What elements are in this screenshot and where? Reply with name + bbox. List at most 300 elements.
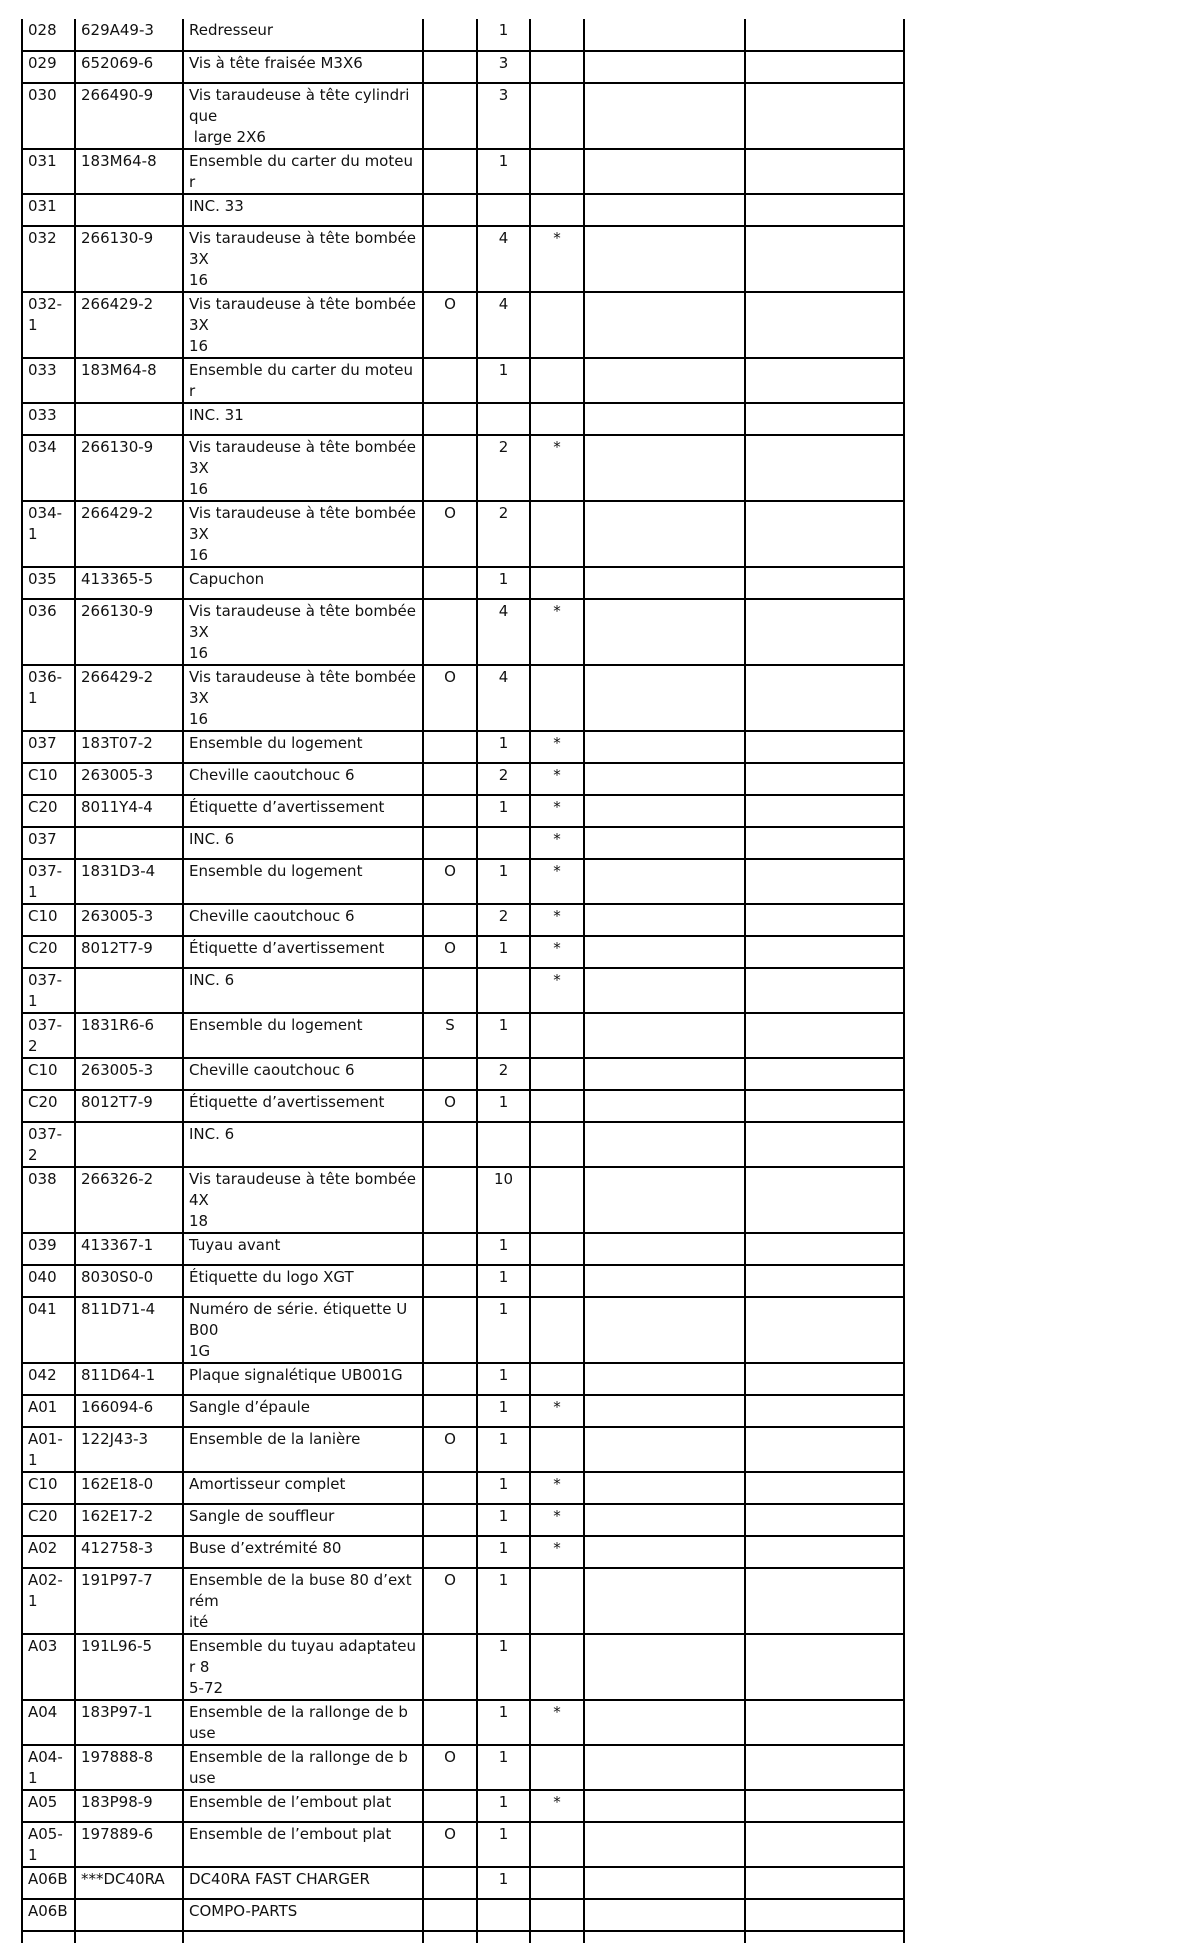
- part-number-cell: ***DC40RA: [75, 1867, 183, 1899]
- table-row: [22, 403, 904, 435]
- table-row: [22, 904, 904, 936]
- quantity-cell: 2: [477, 501, 530, 567]
- remark-cell: [745, 226, 904, 292]
- item-number-cell: A06B: [22, 1899, 75, 1931]
- symbol-cell: [423, 1472, 477, 1504]
- remark-cell: [745, 1745, 904, 1790]
- quantity-cell: [477, 1931, 530, 1943]
- quantity-cell: 1: [477, 1363, 530, 1395]
- part-number-cell: 191L96-5: [75, 1634, 183, 1700]
- note-cell: [584, 1634, 745, 1700]
- quantity-cell: 3: [477, 51, 530, 83]
- part-number-cell: 652069-6: [75, 51, 183, 83]
- table-row: [22, 292, 904, 358]
- note-cell: [584, 83, 745, 149]
- quantity-cell: 1: [477, 1395, 530, 1427]
- item-number-cell: 040: [22, 1265, 75, 1297]
- remark-cell: [745, 194, 904, 226]
- mark-cell: [530, 194, 584, 226]
- item-number-cell: 036-1: [22, 665, 75, 731]
- quantity-cell: 1: [477, 567, 530, 599]
- description-cell: Sangle de souffleur: [183, 1504, 423, 1536]
- table-row: [22, 1790, 904, 1822]
- note-cell: [584, 1504, 745, 1536]
- mark-cell: [530, 1090, 584, 1122]
- symbol-cell: [423, 149, 477, 194]
- symbol-cell: [423, 1265, 477, 1297]
- part-number-cell: 263005-3: [75, 1058, 183, 1090]
- description-cell: Ensemble de l’embout plat: [183, 1822, 423, 1867]
- remark-cell: [745, 358, 904, 403]
- item-number-cell: C10: [22, 763, 75, 795]
- note-cell: [584, 827, 745, 859]
- quantity-cell: 1: [477, 859, 530, 904]
- item-number-cell: 037: [22, 731, 75, 763]
- symbol-cell: O: [423, 859, 477, 904]
- mark-cell: [530, 1013, 584, 1058]
- item-number-cell: 030: [22, 83, 75, 149]
- quantity-cell: 1: [477, 1822, 530, 1867]
- quantity-cell: 1: [477, 1297, 530, 1363]
- note-cell: [584, 292, 745, 358]
- parts-list-table: [21, 19, 905, 1943]
- note-cell: [584, 1867, 745, 1899]
- mark-cell: *: [530, 1536, 584, 1568]
- description-cell: Vis taraudeuse à tête bombée 3X 16: [183, 292, 423, 358]
- symbol-cell: O: [423, 501, 477, 567]
- description-cell: INC. 6: [183, 827, 423, 859]
- remark-cell: [745, 435, 904, 501]
- part-number-cell: 811D71-4: [75, 1297, 183, 1363]
- remark-cell: [745, 83, 904, 149]
- remark-cell: [745, 1395, 904, 1427]
- quantity-cell: 1: [477, 1790, 530, 1822]
- part-number-cell: 166094-6: [75, 1395, 183, 1427]
- part-number-cell: 413367-1: [75, 1233, 183, 1265]
- note-cell: [584, 51, 745, 83]
- symbol-cell: O: [423, 665, 477, 731]
- symbol-cell: O: [423, 292, 477, 358]
- description-cell: Vis taraudeuse à tête cylindrique large 2X6: [183, 83, 423, 149]
- part-number-cell: 183M64-8: [75, 358, 183, 403]
- part-number-cell: 1831D3-4: [75, 859, 183, 904]
- remark-cell: [745, 19, 904, 51]
- note-cell: [584, 1427, 745, 1472]
- note-cell: [584, 1265, 745, 1297]
- item-number-cell: 037-2: [22, 1122, 75, 1167]
- description-cell: Ensemble de la buse 80 d’extrém ité: [183, 1568, 423, 1634]
- table-row: [22, 936, 904, 968]
- description-cell: Ensemble du logement: [183, 859, 423, 904]
- item-number-cell: C20: [22, 1090, 75, 1122]
- part-number-cell: 8030S0-0: [75, 1265, 183, 1297]
- symbol-cell: [423, 1536, 477, 1568]
- description-cell: Buse d’extrémité 80: [183, 1536, 423, 1568]
- note-cell: [584, 1931, 745, 1943]
- part-number-cell: 266130-9: [75, 226, 183, 292]
- part-number-cell: [75, 1931, 183, 1943]
- table-row: [22, 435, 904, 501]
- part-number-cell: 266429-2: [75, 501, 183, 567]
- description-cell: Ensemble du carter du moteur: [183, 358, 423, 403]
- remark-cell: [745, 1931, 904, 1943]
- remark-cell: [745, 968, 904, 1013]
- table-row: [22, 859, 904, 904]
- symbol-cell: [423, 194, 477, 226]
- remark-cell: [745, 795, 904, 827]
- description-cell: Vis à tête fraisée M3X6: [183, 51, 423, 83]
- description-cell: Cheville caoutchouc 6: [183, 1058, 423, 1090]
- note-cell: [584, 1058, 745, 1090]
- description-cell: DC40RA FAST CHARGER: [183, 1867, 423, 1899]
- description-cell: Ensemble du logement: [183, 731, 423, 763]
- remark-cell: [745, 827, 904, 859]
- part-number-cell: [75, 968, 183, 1013]
- note-cell: [584, 403, 745, 435]
- remark-cell: [745, 1899, 904, 1931]
- item-number-cell: A01: [22, 1395, 75, 1427]
- symbol-cell: [423, 1363, 477, 1395]
- description-cell: Ensemble du tuyau adaptateur 8 5-72: [183, 1634, 423, 1700]
- mark-cell: [530, 665, 584, 731]
- description-cell: Vis taraudeuse à tête bombée 3X 16: [183, 501, 423, 567]
- note-cell: [584, 904, 745, 936]
- symbol-cell: [423, 567, 477, 599]
- symbol-cell: [423, 1867, 477, 1899]
- item-number-cell: 038: [22, 1167, 75, 1233]
- description-cell: Amortisseur complet: [183, 1472, 423, 1504]
- note-cell: [584, 859, 745, 904]
- symbol-cell: O: [423, 1745, 477, 1790]
- mark-cell: [530, 1058, 584, 1090]
- note-cell: [584, 1233, 745, 1265]
- item-number-cell: C10: [22, 1058, 75, 1090]
- remark-cell: [745, 1822, 904, 1867]
- remark-cell: [745, 1297, 904, 1363]
- part-number-cell: 413365-5: [75, 567, 183, 599]
- table-row: [22, 968, 904, 1013]
- part-number-cell: 183P97-1: [75, 1700, 183, 1745]
- symbol-cell: S: [423, 1013, 477, 1058]
- item-number-cell: 039: [22, 1233, 75, 1265]
- remark-cell: [745, 859, 904, 904]
- symbol-cell: [423, 1233, 477, 1265]
- part-number-cell: 811D64-1: [75, 1363, 183, 1395]
- note-cell: [584, 19, 745, 51]
- mark-cell: [530, 1867, 584, 1899]
- table-row: [22, 1233, 904, 1265]
- quantity-cell: 1: [477, 1700, 530, 1745]
- remark-cell: [745, 904, 904, 936]
- quantity-cell: [477, 968, 530, 1013]
- item-number-cell: 032: [22, 226, 75, 292]
- table-row: [22, 599, 904, 665]
- mark-cell: [530, 1122, 584, 1167]
- table-row: [22, 1472, 904, 1504]
- item-number-cell: [22, 1931, 75, 1943]
- item-number-cell: 037-2: [22, 1013, 75, 1058]
- symbol-cell: [423, 1395, 477, 1427]
- table-row: [22, 1745, 904, 1790]
- remark-cell: [745, 1167, 904, 1233]
- remark-cell: [745, 1090, 904, 1122]
- note-cell: [584, 936, 745, 968]
- table-row: [22, 358, 904, 403]
- remark-cell: [745, 1700, 904, 1745]
- item-number-cell: A04: [22, 1700, 75, 1745]
- description-cell: Ensemble du logement: [183, 1013, 423, 1058]
- item-number-cell: C20: [22, 936, 75, 968]
- mark-cell: *: [530, 763, 584, 795]
- table-row: [22, 1167, 904, 1233]
- quantity-cell: 1: [477, 1265, 530, 1297]
- symbol-cell: [423, 19, 477, 51]
- table-row: [22, 1090, 904, 1122]
- part-number-cell: [75, 194, 183, 226]
- part-number-cell: 266130-9: [75, 435, 183, 501]
- symbol-cell: [423, 403, 477, 435]
- note-cell: [584, 599, 745, 665]
- note-cell: [584, 665, 745, 731]
- symbol-cell: O: [423, 1090, 477, 1122]
- part-number-cell: 629A49-3: [75, 19, 183, 51]
- mark-cell: *: [530, 1700, 584, 1745]
- mark-cell: [530, 19, 584, 51]
- quantity-cell: [477, 1899, 530, 1931]
- mark-cell: [530, 1265, 584, 1297]
- mark-cell: [530, 1427, 584, 1472]
- item-number-cell: A05: [22, 1790, 75, 1822]
- table-row: [22, 1899, 904, 1931]
- mark-cell: *: [530, 1472, 584, 1504]
- table-row: [22, 1058, 904, 1090]
- symbol-cell: O: [423, 1822, 477, 1867]
- mark-cell: *: [530, 795, 584, 827]
- quantity-cell: [477, 194, 530, 226]
- part-number-cell: 266429-2: [75, 292, 183, 358]
- symbol-cell: [423, 827, 477, 859]
- symbol-cell: [423, 968, 477, 1013]
- symbol-cell: [423, 1790, 477, 1822]
- mark-cell: *: [530, 936, 584, 968]
- item-number-cell: A02: [22, 1536, 75, 1568]
- symbol-cell: [423, 1058, 477, 1090]
- part-number-cell: 8012T7-9: [75, 1090, 183, 1122]
- remark-cell: [745, 1504, 904, 1536]
- symbol-cell: [423, 435, 477, 501]
- remark-cell: [745, 1790, 904, 1822]
- note-cell: [584, 501, 745, 567]
- description-cell: [183, 1931, 423, 1943]
- description-cell: Vis taraudeuse à tête bombée 3X 16: [183, 226, 423, 292]
- part-number-cell: 162E17-2: [75, 1504, 183, 1536]
- table-row: [22, 1363, 904, 1395]
- quantity-cell: 1: [477, 1568, 530, 1634]
- quantity-cell: 4: [477, 292, 530, 358]
- remark-cell: [745, 1122, 904, 1167]
- quantity-cell: 1: [477, 795, 530, 827]
- mark-cell: *: [530, 1790, 584, 1822]
- remark-cell: [745, 501, 904, 567]
- note-cell: [584, 567, 745, 599]
- note-cell: [584, 358, 745, 403]
- quantity-cell: 10: [477, 1167, 530, 1233]
- note-cell: [584, 1822, 745, 1867]
- note-cell: [584, 1700, 745, 1745]
- item-number-cell: A05-1: [22, 1822, 75, 1867]
- description-cell: Numéro de série. étiquette UB00 1G: [183, 1297, 423, 1363]
- quantity-cell: 1: [477, 149, 530, 194]
- description-cell: Capuchon: [183, 567, 423, 599]
- symbol-cell: [423, 599, 477, 665]
- description-cell: Ensemble de la lanière: [183, 1427, 423, 1472]
- symbol-cell: [423, 51, 477, 83]
- table-row: [22, 1822, 904, 1867]
- table-row: [22, 1265, 904, 1297]
- mark-cell: [530, 1634, 584, 1700]
- part-number-cell: 183T07-2: [75, 731, 183, 763]
- item-number-cell: 031: [22, 149, 75, 194]
- item-number-cell: A03: [22, 1634, 75, 1700]
- mark-cell: *: [530, 827, 584, 859]
- symbol-cell: [423, 763, 477, 795]
- symbol-cell: [423, 1931, 477, 1943]
- remark-cell: [745, 1867, 904, 1899]
- part-number-cell: [75, 1122, 183, 1167]
- note-cell: [584, 1167, 745, 1233]
- description-cell: Plaque signalétique UB001G: [183, 1363, 423, 1395]
- symbol-cell: [423, 1504, 477, 1536]
- note-cell: [584, 1536, 745, 1568]
- symbol-cell: O: [423, 1568, 477, 1634]
- quantity-cell: 1: [477, 1427, 530, 1472]
- table-row: [22, 795, 904, 827]
- quantity-cell: 4: [477, 665, 530, 731]
- remark-cell: [745, 1568, 904, 1634]
- remark-cell: [745, 1265, 904, 1297]
- part-number-cell: [75, 1899, 183, 1931]
- mark-cell: [530, 1233, 584, 1265]
- note-cell: [584, 1745, 745, 1790]
- mark-cell: [530, 403, 584, 435]
- parts-list-body: [22, 19, 904, 1943]
- remark-cell: [745, 1472, 904, 1504]
- note-cell: [584, 1090, 745, 1122]
- symbol-cell: O: [423, 936, 477, 968]
- mark-cell: [530, 83, 584, 149]
- part-number-cell: 266326-2: [75, 1167, 183, 1233]
- note-cell: [584, 731, 745, 763]
- quantity-cell: 3: [477, 83, 530, 149]
- item-number-cell: A02-1: [22, 1568, 75, 1634]
- description-cell: COMPO-PARTS: [183, 1899, 423, 1931]
- part-number-cell: 1831R6-6: [75, 1013, 183, 1058]
- remark-cell: [745, 936, 904, 968]
- note-cell: [584, 1790, 745, 1822]
- symbol-cell: [423, 1634, 477, 1700]
- symbol-cell: [423, 1700, 477, 1745]
- quantity-cell: 1: [477, 1634, 530, 1700]
- item-number-cell: 041: [22, 1297, 75, 1363]
- quantity-cell: [477, 1122, 530, 1167]
- table-row: [22, 1504, 904, 1536]
- table-row: [22, 1013, 904, 1058]
- remark-cell: [745, 1058, 904, 1090]
- item-number-cell: 037-1: [22, 968, 75, 1013]
- note-cell: [584, 1395, 745, 1427]
- item-number-cell: 034-1: [22, 501, 75, 567]
- table-row: [22, 1395, 904, 1427]
- quantity-cell: 2: [477, 1058, 530, 1090]
- item-number-cell: 028: [22, 19, 75, 51]
- item-number-cell: 031: [22, 194, 75, 226]
- mark-cell: [530, 1297, 584, 1363]
- remark-cell: [745, 1013, 904, 1058]
- quantity-cell: 1: [477, 1233, 530, 1265]
- item-number-cell: A01-1: [22, 1427, 75, 1472]
- description-cell: Ensemble de la rallonge de buse: [183, 1745, 423, 1790]
- part-number-cell: 8012T7-9: [75, 936, 183, 968]
- part-number-cell: 263005-3: [75, 904, 183, 936]
- table-row: [22, 1297, 904, 1363]
- item-number-cell: 042: [22, 1363, 75, 1395]
- item-number-cell: C10: [22, 904, 75, 936]
- symbol-cell: [423, 904, 477, 936]
- quantity-cell: 2: [477, 904, 530, 936]
- quantity-cell: 4: [477, 599, 530, 665]
- description-cell: Cheville caoutchouc 6: [183, 763, 423, 795]
- mark-cell: *: [530, 968, 584, 1013]
- symbol-cell: [423, 226, 477, 292]
- mark-cell: [530, 1931, 584, 1943]
- mark-cell: [530, 1363, 584, 1395]
- description-cell: Vis taraudeuse à tête bombée 3X 16: [183, 435, 423, 501]
- table-row: [22, 1867, 904, 1899]
- table-row: [22, 827, 904, 859]
- remark-cell: [745, 1363, 904, 1395]
- description-cell: Étiquette du logo XGT: [183, 1265, 423, 1297]
- remark-cell: [745, 51, 904, 83]
- description-cell: Sangle d’épaule: [183, 1395, 423, 1427]
- quantity-cell: 1: [477, 358, 530, 403]
- mark-cell: *: [530, 599, 584, 665]
- table-row: [22, 1536, 904, 1568]
- remark-cell: [745, 149, 904, 194]
- note-cell: [584, 149, 745, 194]
- description-cell: INC. 31: [183, 403, 423, 435]
- quantity-cell: 4: [477, 226, 530, 292]
- item-number-cell: 029: [22, 51, 75, 83]
- description-cell: Ensemble du carter du moteur: [183, 149, 423, 194]
- description-cell: Étiquette d’avertissement: [183, 936, 423, 968]
- remark-cell: [745, 665, 904, 731]
- remark-cell: [745, 1536, 904, 1568]
- item-number-cell: 033: [22, 358, 75, 403]
- description-cell: Redresseur: [183, 19, 423, 51]
- mark-cell: [530, 501, 584, 567]
- part-number-cell: 191P97-7: [75, 1568, 183, 1634]
- quantity-cell: [477, 403, 530, 435]
- description-cell: Ensemble de la rallonge de buse: [183, 1700, 423, 1745]
- symbol-cell: [423, 1297, 477, 1363]
- table-row: [22, 19, 904, 51]
- table-row: [22, 1700, 904, 1745]
- remark-cell: [745, 1427, 904, 1472]
- symbol-cell: [423, 1899, 477, 1931]
- note-cell: [584, 1363, 745, 1395]
- part-number-cell: 8011Y4-4: [75, 795, 183, 827]
- item-number-cell: 037-1: [22, 859, 75, 904]
